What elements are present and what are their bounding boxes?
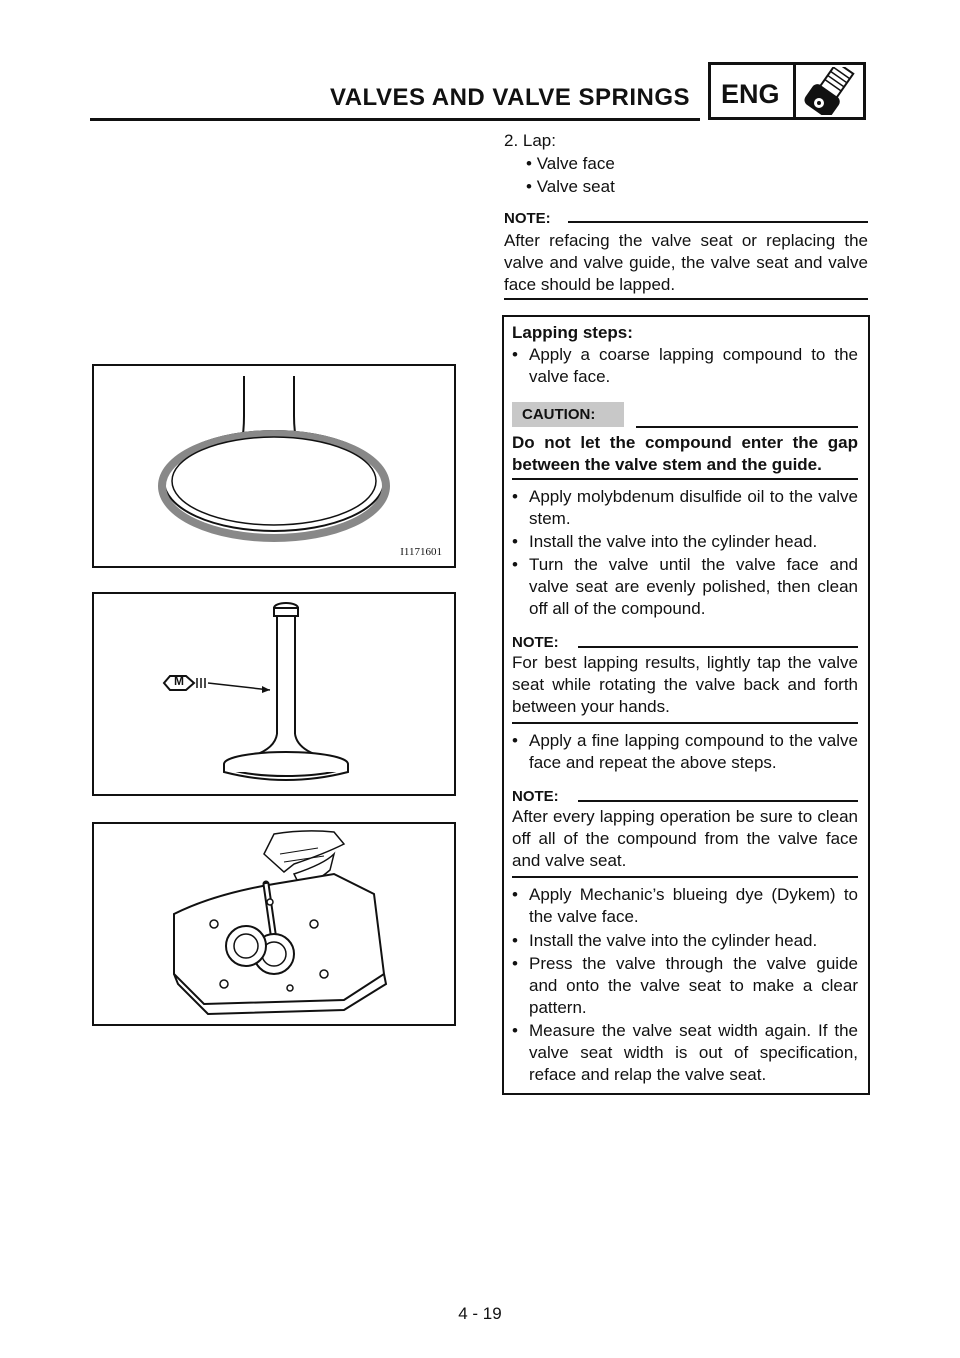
caution-rule <box>636 426 858 428</box>
list-item-label: Turn the valve until the valve face and valve seat are evenly polished, then clean off all of the compound. <box>529 555 858 618</box>
note-end-rule <box>504 298 868 300</box>
list-item-label: Install the valve into the cylinder head. <box>529 532 818 551</box>
lapping-steps-title: Lapping steps: <box>512 323 633 342</box>
list-item <box>512 884 858 928</box>
valve-stem-illustration <box>94 594 454 794</box>
list-item <box>526 153 615 175</box>
note-rule <box>568 221 868 223</box>
list-item-label: Apply molybdenum disulfide oil to the valve stem. <box>529 487 858 528</box>
note-rule <box>578 646 858 648</box>
caution-text: Do not let the compound enter the gap between the valve stem and the guide. <box>512 433 858 474</box>
bullet-dot: • <box>512 731 518 750</box>
section-label: ENG <box>721 79 780 109</box>
note-label: NOTE: <box>512 634 559 651</box>
bullet-dot: • <box>512 931 518 950</box>
bullet-dot: • <box>512 1021 518 1040</box>
note-text: After refacing the valve seat or replacing the valve and valve guide, the valve seat and valve face should be lapped. <box>504 231 868 294</box>
wrench-icon <box>799 67 861 115</box>
header-rule <box>90 118 700 121</box>
list-item <box>526 176 615 198</box>
list-item <box>512 486 858 530</box>
note-end-rule <box>512 722 858 724</box>
section-tab <box>708 62 866 120</box>
page-title: VALVES AND VALVE SPRINGS <box>330 84 691 111</box>
note-label: NOTE: <box>504 210 551 227</box>
caution-end-rule <box>512 478 858 480</box>
valve-face-illustration <box>94 366 454 566</box>
section-divider <box>793 65 796 117</box>
list-item-label: Install the valve into the cylinder head. <box>529 931 818 950</box>
bullet-dot: • <box>512 885 518 904</box>
figure-lapping <box>92 822 456 1026</box>
lapping-illustration <box>94 824 454 1024</box>
list-item <box>512 554 858 620</box>
page-number: 4 - 19 <box>458 1304 502 1323</box>
list-item <box>512 531 858 553</box>
list-item-label: Valve face <box>536 154 615 173</box>
bullet-dot: • <box>512 532 518 551</box>
note-label: NOTE: <box>512 788 559 805</box>
list-item <box>512 953 858 1019</box>
caution-label: CAUTION: <box>512 402 624 427</box>
figure-valve-stem <box>92 592 456 796</box>
list-item <box>512 1020 858 1086</box>
list-item-label: Apply Mechanic’s blueing dye (Dykem) to the valve face. <box>529 885 858 926</box>
bullet-dot: • <box>526 154 532 173</box>
bullet-dot: • <box>512 555 518 574</box>
figure-valve-face <box>92 364 456 568</box>
bullet-dot: • <box>512 487 518 506</box>
figure-code: I1171601 <box>400 546 442 558</box>
list-item-label: Press the valve through the valve guide and onto the valve seat to make a clear pattern. <box>529 954 858 1017</box>
list-item-label: Apply a fine lapping compound to the valve face and repeat the above steps. <box>529 731 858 772</box>
list-item <box>512 930 858 952</box>
step-heading: 2. Lap: <box>504 131 556 150</box>
list-item-label: Apply a coarse lapping compound to the valve face. <box>529 345 858 386</box>
note-rule <box>578 800 858 802</box>
bullet-dot: • <box>512 345 518 364</box>
note-text: For best lapping results, lightly tap the valve seat while rotating the valve back and forth between your hands. <box>512 653 858 716</box>
list-item <box>512 730 858 774</box>
note-text: After every lapping operation be sure to clean off all of the compound from the valve face and valve seat. <box>512 807 858 870</box>
bullet-dot: • <box>512 954 518 973</box>
list-item <box>512 344 858 388</box>
list-item-label: Valve seat <box>536 177 615 196</box>
note-end-rule <box>512 876 858 878</box>
lubricant-symbol: M <box>174 674 184 688</box>
list-item-label: Measure the valve seat width again. If the valve seat width is out of specification, reface and relap the valve seat. <box>529 1021 858 1084</box>
bullet-dot: • <box>526 177 532 196</box>
